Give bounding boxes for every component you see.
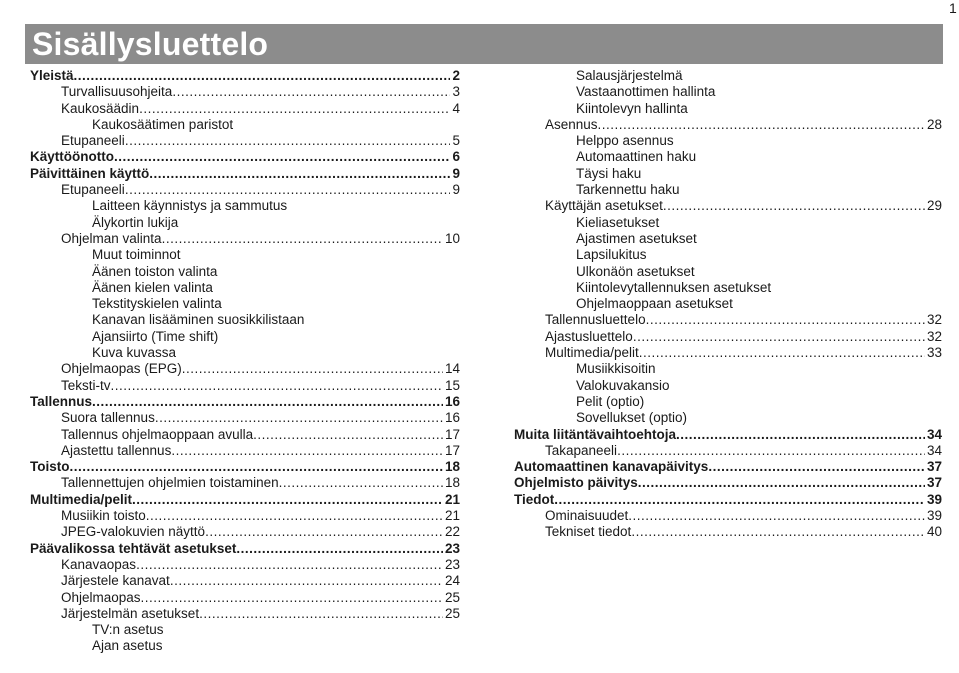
- toc-page-number: 34: [926, 426, 942, 442]
- toc-page-number: 10: [444, 230, 460, 246]
- toc-entry-title: Takapaneeli: [545, 442, 618, 458]
- toc-entry-title: Tallennettujen ohjelmien toistaminen: [61, 475, 279, 491]
- toc-entry-title: Ajastimen asetukset: [576, 230, 697, 246]
- toc-entry: [30, 198, 460, 214]
- toc-entry: [30, 410, 460, 426]
- toc-entry-title: Käyttäjän asetukset: [545, 198, 663, 214]
- dot-leader: [631, 524, 925, 540]
- dot-leader: [708, 459, 925, 475]
- toc-entry-title: Äänen toiston valinta: [92, 263, 218, 279]
- toc-page-number: 39: [926, 508, 942, 524]
- dot-leader: [236, 541, 443, 557]
- toc-page-number: 17: [444, 442, 460, 458]
- page-title: Sisällysluettelo: [32, 26, 269, 62]
- toc-entry: [514, 68, 942, 84]
- toc-entry-title: Musiikkisoitin: [576, 361, 656, 377]
- toc-entry: [30, 101, 460, 117]
- toc-entry: [30, 557, 460, 573]
- toc-entry-title: Ajan asetus: [92, 638, 163, 654]
- toc-left-column: [30, 68, 460, 655]
- toc-entry: [514, 231, 942, 247]
- toc-entry-title: Tarkennettu haku: [576, 182, 680, 198]
- toc-entry-title: Toisto: [30, 459, 70, 475]
- toc-entry-title: Ominaisuudet: [545, 508, 629, 524]
- toc-entry-title: Automaattinen haku: [576, 149, 697, 165]
- toc-page-number: 21: [444, 491, 460, 507]
- dot-leader: [74, 68, 451, 84]
- toc-page-number: 22: [444, 524, 460, 540]
- toc-entry-title: Ohjelmaopas: [61, 589, 141, 605]
- title-bar: [25, 24, 943, 64]
- toc-entry: [514, 394, 942, 410]
- toc-entry-title: Laitteen käynnistys ja sammutus: [92, 198, 288, 214]
- dot-leader: [205, 524, 443, 540]
- toc-entry-title: Etupaneeli: [61, 182, 125, 198]
- toc-entry: [30, 247, 460, 263]
- toc-entry: [30, 84, 460, 100]
- toc-page-number: 18: [444, 475, 460, 491]
- dot-leader: [146, 508, 443, 524]
- dot-leader: [633, 329, 925, 345]
- toc-entry-title: Ulkonäön asetukset: [576, 263, 695, 279]
- toc-page-number: 5: [452, 133, 460, 149]
- toc-entry-title: Suora tallennus: [61, 410, 155, 426]
- toc-heading: [30, 149, 460, 165]
- toc-heading: [30, 459, 460, 475]
- toc-page-number: 21: [444, 508, 460, 524]
- toc-entry: [30, 345, 460, 361]
- toc-page-number: 23: [444, 540, 460, 556]
- toc-entry-title: Kanavan lisääminen suosikkilistaan: [92, 312, 305, 328]
- toc-heading: [30, 166, 460, 182]
- toc-entry-title: Tallennus: [30, 393, 93, 409]
- toc-heading: [30, 541, 460, 557]
- toc-page-number: 18: [444, 459, 460, 475]
- dot-leader: [676, 427, 925, 443]
- toc-entry: [30, 133, 460, 149]
- dot-leader: [139, 101, 450, 117]
- toc-entry-title: Lapsilukitus: [576, 247, 647, 263]
- toc-entry: [514, 247, 942, 263]
- toc-entry-title: Muut toiminnot: [92, 247, 181, 263]
- toc-page-number: 16: [444, 393, 460, 409]
- toc-entry-title: Musiikin toisto: [61, 508, 146, 524]
- toc-entry-title: Sovellukset (optio): [576, 410, 688, 426]
- toc-entry-title: Helppo asennus: [576, 133, 674, 149]
- dot-leader: [149, 166, 450, 182]
- toc-entry: [514, 329, 942, 345]
- dot-leader: [136, 557, 443, 573]
- toc-page-number: 34: [926, 442, 942, 458]
- toc-entry-title: Teksti-tv: [61, 377, 111, 393]
- dot-leader: [663, 198, 925, 214]
- toc-entry: [30, 264, 460, 280]
- toc-entry-title: Etupaneeli: [61, 133, 125, 149]
- toc-entry: [514, 508, 942, 524]
- toc-entry-title: Automaattinen kanavapäivitys: [514, 459, 709, 475]
- dot-leader: [171, 443, 443, 459]
- toc-heading: [514, 427, 942, 443]
- toc-page-number: 15: [444, 377, 460, 393]
- toc-right-column: [514, 68, 942, 541]
- toc-entry-title: Järjestelmän asetukset: [61, 605, 200, 621]
- toc-entry-title: Älykortin lukija: [92, 214, 179, 230]
- toc-entry-title: Päävalikossa tehtävät asetukset: [30, 540, 237, 556]
- dot-leader: [92, 394, 443, 410]
- toc-page-number: 14: [444, 361, 460, 377]
- toc-page-number: 9: [452, 182, 460, 198]
- toc-page-number: 29: [926, 198, 942, 214]
- dot-leader: [646, 312, 925, 328]
- dot-leader: [617, 443, 925, 459]
- toc-page-number: 28: [926, 116, 942, 132]
- toc-entry: [514, 524, 942, 540]
- toc-entry: [514, 149, 942, 165]
- toc-page-number: 23: [444, 556, 460, 572]
- toc-entry-title: Tallennus ohjelmaoppaan avulla: [61, 426, 254, 442]
- toc-entry-title: Ohjelman valinta: [61, 230, 162, 246]
- toc-page-number: 6: [452, 149, 460, 165]
- toc-entry-title: Ohjelmaoppaan asetukset: [576, 296, 733, 312]
- toc-entry-title: Yleistä: [30, 68, 74, 83]
- toc-entry-title: Vastaanottimen hallinta: [576, 84, 716, 100]
- dot-leader: [638, 475, 925, 491]
- toc-entry: [30, 508, 460, 524]
- toc-entry-title: Kiintolevyn hallinta: [576, 100, 688, 116]
- toc-entry: [30, 329, 460, 345]
- toc-entry-title: Kanavaopas: [61, 556, 137, 572]
- toc-entry-title: Päivittäinen käyttö: [30, 165, 150, 181]
- toc-entry-title: Valokuvakansio: [576, 377, 670, 393]
- toc-heading: [30, 492, 460, 508]
- dot-leader: [253, 427, 443, 443]
- toc-page-number: 32: [926, 328, 942, 344]
- dot-leader: [172, 84, 450, 100]
- toc-entry-title: Ajansiirto (Time shift): [92, 328, 219, 344]
- dot-leader: [125, 133, 451, 149]
- dot-leader: [141, 590, 443, 606]
- dot-leader: [170, 573, 443, 589]
- dot-leader: [598, 117, 925, 133]
- toc-entry-title: Kieliasetukset: [576, 214, 660, 230]
- toc-entry: [514, 101, 942, 117]
- dot-leader: [125, 182, 451, 198]
- toc-page-number: 17: [444, 426, 460, 442]
- toc-entry: [514, 296, 942, 312]
- toc-entry-title: Järjestele kanavat: [61, 573, 170, 589]
- toc-entry: [514, 182, 942, 198]
- dot-leader: [70, 459, 443, 475]
- toc-page-number: 37: [926, 475, 942, 491]
- toc-page-number: 33: [926, 345, 942, 361]
- toc-heading: [30, 394, 460, 410]
- toc-entry-title: Tekniset tiedot: [545, 524, 632, 540]
- toc-entry: [30, 361, 460, 377]
- toc-entry-title: Tekstityskielen valinta: [92, 296, 222, 312]
- toc-page-number: 25: [444, 605, 460, 621]
- dot-leader: [554, 492, 925, 508]
- toc-page-number: 25: [444, 589, 460, 605]
- toc-entry: [30, 280, 460, 296]
- dot-leader: [132, 492, 443, 508]
- toc-entry: [514, 264, 942, 280]
- toc-entry-title: JPEG-valokuvien näyttö: [61, 524, 206, 540]
- toc-heading: [514, 459, 942, 475]
- toc-page-number: 9: [452, 165, 460, 181]
- toc-entry: [514, 198, 942, 214]
- toc-entry: [30, 606, 460, 622]
- toc-entry: [514, 166, 942, 182]
- toc-entry-title: Äänen kielen valinta: [92, 279, 213, 295]
- toc-entry: [514, 361, 942, 377]
- toc-entry: [514, 280, 942, 296]
- toc-entry: [30, 182, 460, 198]
- toc-entry-title: Multimedia/pelit: [30, 491, 133, 507]
- toc-entry: [30, 573, 460, 589]
- toc-entry: [514, 84, 942, 100]
- toc-entry-title: Ohjelmaopas (EPG): [61, 361, 182, 377]
- toc-entry-title: Asennus: [545, 116, 598, 132]
- dot-leader: [628, 508, 925, 524]
- toc-entry: [514, 312, 942, 328]
- toc-heading: [514, 492, 942, 508]
- toc-entry: [514, 378, 942, 394]
- toc-heading: [30, 68, 460, 84]
- toc-entry: [514, 410, 942, 426]
- toc-entry-title: Kaukosäädin: [61, 100, 140, 116]
- toc-entry: [30, 443, 460, 459]
- toc-entry-title: Kiintolevytallennuksen asetukset: [576, 279, 772, 295]
- dot-leader: [279, 475, 443, 491]
- toc-entry: [514, 443, 942, 459]
- dot-leader: [162, 231, 443, 247]
- dot-leader: [639, 345, 925, 361]
- toc-entry: [30, 215, 460, 231]
- toc-page-number: 39: [926, 491, 942, 507]
- page-number: 1: [949, 0, 957, 16]
- toc-entry-title: Käyttöönotto: [30, 149, 114, 165]
- toc-entry: [30, 296, 460, 312]
- toc-page-number: 32: [926, 312, 942, 328]
- toc-entry-title: Multimedia/pelit: [545, 345, 639, 361]
- toc-page-number: 40: [926, 524, 942, 540]
- toc-page-number: 3: [452, 84, 460, 100]
- toc-page-number: 16: [444, 410, 460, 426]
- toc-entry-title: Tallennusluettelo: [545, 312, 646, 328]
- toc-entry: [514, 345, 942, 361]
- toc-entry-title: Ohjelmisto päivitys: [514, 475, 638, 491]
- toc-entry-title: Ajastettu tallennus: [61, 442, 172, 458]
- toc-entry-title: Pelit (optio): [576, 393, 645, 409]
- toc-entry-title: Muita liitäntävaihtoehtoja: [514, 426, 677, 442]
- dot-leader: [199, 606, 443, 622]
- toc-entry: [514, 215, 942, 231]
- toc-entry-title: Ajastusluettelo: [545, 328, 633, 344]
- toc-entry: [30, 590, 460, 606]
- toc-entry: [30, 427, 460, 443]
- toc-page-number: 37: [926, 459, 942, 475]
- toc-entry: [30, 475, 460, 491]
- toc-entry: [30, 638, 460, 654]
- toc-entry: [30, 231, 460, 247]
- toc-entry: [514, 133, 942, 149]
- toc-entry-title: Täysi haku: [576, 165, 642, 181]
- toc-entry: [30, 378, 460, 394]
- toc-entry: [30, 312, 460, 328]
- toc-entry-title: Turvallisuusohjeita: [61, 84, 173, 100]
- toc-entry: [514, 117, 942, 133]
- toc-entry: [30, 524, 460, 540]
- toc-entry-title: Tiedot: [514, 491, 555, 507]
- toc-page-number: 4: [452, 100, 460, 116]
- dot-leader: [182, 361, 443, 377]
- toc-page-number: 2: [452, 68, 460, 83]
- toc-entry-title: Kuva kuvassa: [92, 345, 177, 361]
- toc-page-number: 24: [444, 573, 460, 589]
- toc-entry-title: TV:n asetus: [92, 622, 164, 638]
- toc-entry: [30, 117, 460, 133]
- toc-heading: [514, 475, 942, 491]
- toc-entry-title: Salausjärjestelmä: [576, 68, 683, 83]
- toc-entry-title: Kaukosäätimen paristot: [92, 116, 234, 132]
- toc-entry: [30, 622, 460, 638]
- dot-leader: [155, 410, 443, 426]
- dot-leader: [111, 378, 443, 394]
- dot-leader: [114, 149, 451, 165]
